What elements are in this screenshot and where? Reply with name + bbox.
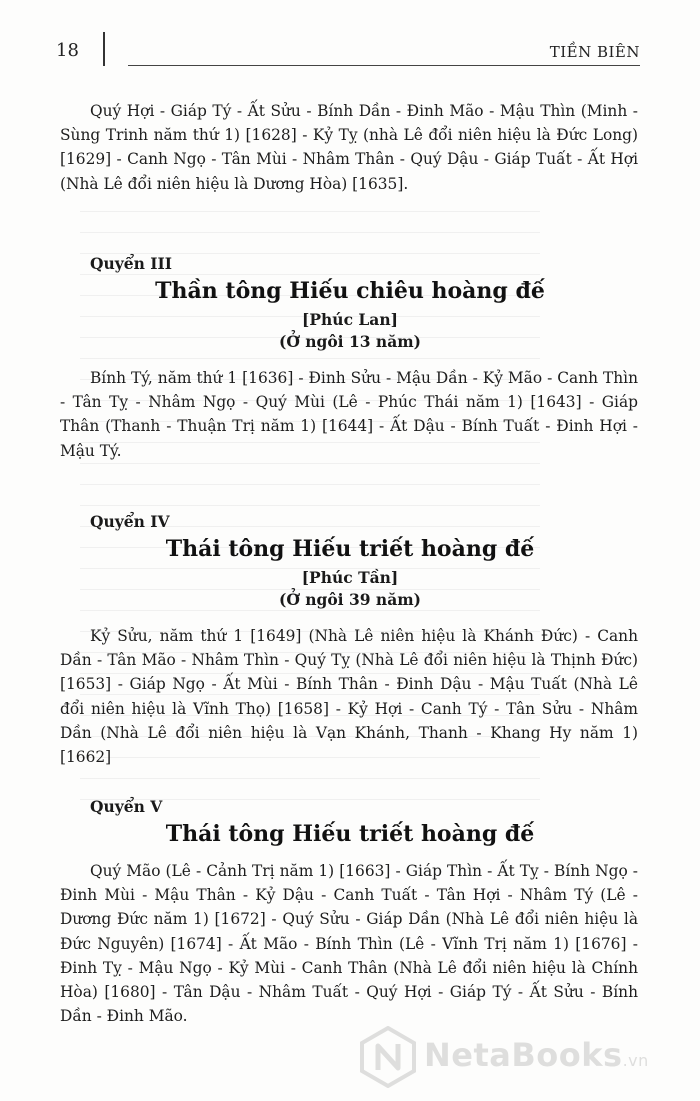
header-vertical-bar xyxy=(103,32,105,66)
chapter-title-iii: Thần tông Hiếu chiêu hoàng đế xyxy=(155,278,545,304)
section-text-iv: Kỷ Sửu, năm thứ 1 [1649] (Nhà Lê niên hiệu là Khánh Đức) - Canh Dần - Tân Mão - Nhâm Thìn - Quý Tỵ (Nhà Lê đổi niên hiệu là Thịnh Đức) [1653] - Giáp Ngọ - Ất Mùi - Bính Thân - Đinh Dậu - Mậu Tuất (Nhà Lê đổi niên hiệu là Vĩnh Thọ) [1658] - Kỷ Hợi - Canh Tý - Tân Sửu - Nhâm Dần (Nhà Lê đổi niên hiệu là Vạn Khánh, Thanh - Khang Hy năm 1) [1662] xyxy=(60,627,638,767)
header-rule xyxy=(128,65,640,66)
chapter-title-v: Thái tông Hiếu triết hoàng đế xyxy=(165,821,535,847)
watermark-text xyxy=(424,1036,649,1074)
reign-length-iii: (Ở ngôi 13 năm) xyxy=(279,332,421,351)
volume-label-v: Quyển V xyxy=(90,797,163,816)
watermark-brand: NetaBooks xyxy=(424,1036,623,1074)
intro-paragraph: Quý Hợi - Giáp Tý - Ất Sửu - Bính Dần - Đinh Mão - Mậu Thìn (Minh - Sùng Trinh năm thứ 1) [1628] - Kỷ Tỵ (nhà Lê đổi niên hiệu là Đức Long) [1629] - Canh Ngọ - Tân Mùi - Nhâm Thân - Quý Dậu - Giáp Tuất - Ất Hợi (Nhà Lê đổi niên hiệu là Dương Hòa) [1635]. xyxy=(60,102,638,193)
section-text-v: Quý Mão (Lê - Cảnh Trị năm 1) [1663] - Giáp Thìn - Ất Tỵ - Bính Ngọ - Đinh Mùi - Mậu Thân - Kỷ Dậu - Canh Tuất - Tân Hợi - Nhâm Tý (Lê - Dương Đức năm 1) [1672] - Quý Sửu - Giáp Dần (Nhà Lê đổi niên hiệu là Đức Nguyên) [1674] - Ất Mão - Bính Thìn (Lê - Vĩnh Trị năm 1) [1676] - Đinh Tỵ - Mậu Ngọ - Kỷ Mùi - Canh Thân (Nhà Lê đổi niên hiệu là Chính Hòa) [1680] - Tân Dậu - Nhâm Tuất - Quý Hợi - Giáp Tý - Ất Sửu - Bính Dần - Đinh Mão. xyxy=(60,862,638,1026)
chapter-title-iv: Thái tông Hiếu triết hoàng đế xyxy=(165,536,535,562)
ruler-name-iii: [Phúc Lan] xyxy=(302,310,398,329)
netabooks-logo-icon xyxy=(360,1026,416,1088)
running-head: TIỀN BIÊN xyxy=(549,43,640,61)
netabooks-watermark xyxy=(360,1022,690,1092)
reign-length-iv: (Ở ngôi 39 năm) xyxy=(279,590,421,609)
volume-label-iv: Quyển IV xyxy=(90,512,170,531)
page-number: 18 xyxy=(56,40,79,61)
page-header xyxy=(0,0,700,70)
section-text-iii: Bính Tý, năm thứ 1 [1636] - Đinh Sửu - Mậu Dần - Kỷ Mão - Canh Thìn - Tân Tỵ - Nhâm Ngọ - Quý Mùi (Lê - Phúc Thái năm 1) [1643] - Giáp Thân (Thanh - Thuận Trị năm 1) [1644] - Ất Dậu - Bính Tuất - Đinh Hợi - Mậu Tý. xyxy=(60,369,638,460)
volume-label-iii: Quyển III xyxy=(90,254,173,273)
ruler-name-iv: [Phúc Tần] xyxy=(301,568,399,587)
watermark-tld: .vn xyxy=(622,1051,649,1070)
